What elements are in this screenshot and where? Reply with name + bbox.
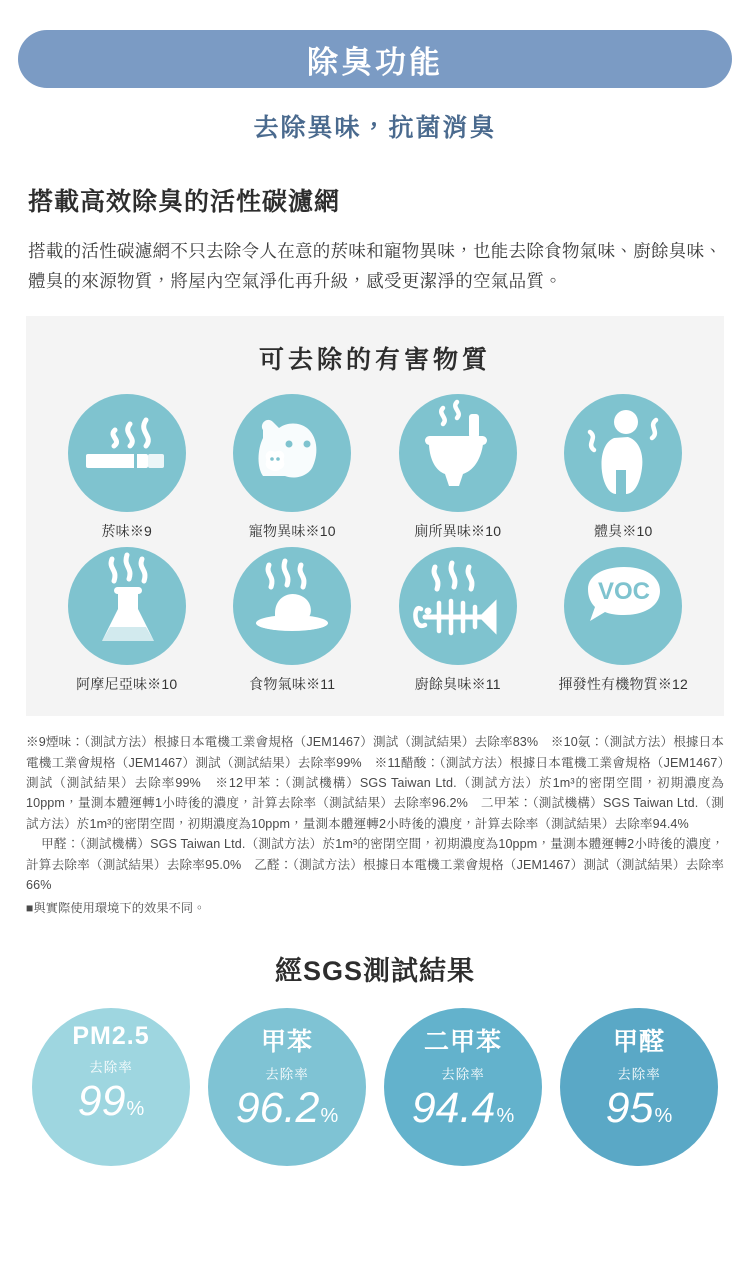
fishbone-icon xyxy=(399,547,517,665)
footnote-line-3: ■與實際使用環境下的效果不同。 xyxy=(26,901,206,916)
list-item-label: 寵物異味※10 xyxy=(248,523,336,540)
sgs-section-title: 經SGS測試結果 xyxy=(274,956,476,987)
sgs-result-unit: % xyxy=(654,1105,673,1128)
flask-icon xyxy=(68,547,186,665)
icon-grid xyxy=(44,394,706,694)
body-odor-icon xyxy=(564,394,682,512)
sgs-result-unit: % xyxy=(320,1105,339,1128)
list-item-label: 菸味※9 xyxy=(101,523,153,540)
section-heading: 搭載高效除臭的活性碳濾網 xyxy=(28,188,341,216)
footnote-line-1: ※9煙味：（測試方法）根據日本電機工業會規格（JEM1467）測試（測試結果）去除率83% ※10氨：（測試方法）根據日本電機工業會規格（JEM1467）測試（測試結果）去除率99% ※11醋酸：（測試方法）根據日本電機工業會規格（JEM1467）測試（測試結果）去除率99% ※12甲苯：（測試機構）SGS Taiwan Ltd.（測試方法）於1m³的密閉空間，初期濃度為10ppm，量測本體運轉1小時後的濃度，計算去除率（測試結果）去除率96.2% 二甲苯：（測試機構）SGS Taiwan Ltd.（測試方法）於1m³的密閉空間，初期濃度為10ppm，量測本體運轉2小時後的濃度，計算去除率（測試結果）去除率94.4% xyxy=(26,735,724,831)
food-icon xyxy=(233,547,351,665)
sgs-result-toluene xyxy=(208,1008,366,1166)
header-banner xyxy=(18,30,732,88)
sgs-result-name: 甲醛 xyxy=(612,1028,665,1057)
list-item xyxy=(375,394,541,541)
list-item xyxy=(210,547,376,694)
sgs-result-value: 95% xyxy=(605,1084,673,1133)
list-item-label: 食物氣味※11 xyxy=(249,676,336,693)
list-item-label: 阿摩尼亞味※10 xyxy=(76,676,178,693)
list-item xyxy=(44,547,210,694)
sgs-result-xylene xyxy=(384,1008,542,1166)
list-item-label: 廚餘臭味※11 xyxy=(414,676,501,693)
sgs-results-row xyxy=(18,1008,732,1166)
list-item xyxy=(541,547,707,694)
sgs-result-sub: 去除率 xyxy=(617,1067,661,1083)
intro-paragraph: 搭載的活性碳濾網不只去除令人在意的菸味和寵物異味，也能去除食物氣味、廚餘臭味、體臭的來源物質，將屋內空氣淨化再升級，感受更潔淨的空氣品質。 xyxy=(28,241,723,292)
sgs-result-name: 甲苯 xyxy=(260,1028,313,1057)
footnotes xyxy=(26,732,724,895)
footnote-line-2: 甲醛：（測試機構）SGS Taiwan Ltd.（測試方法）於1m³的密閉空間，初期濃度為10ppm，量測本體運轉2小時後的濃度，計算去除率（測試結果）去除率95.0% 乙醛：（測試方法）根據日本電機工業會規格（JEM1467）測試（測試結果）去除率66% xyxy=(26,837,724,892)
sgs-result-sub: 去除率 xyxy=(441,1067,485,1083)
pet-icon xyxy=(233,394,351,512)
sgs-result-pm25 xyxy=(32,1008,190,1166)
panel-title: 可去除的有害物質 xyxy=(258,346,491,375)
sgs-result-sub: 去除率 xyxy=(89,1060,133,1076)
sgs-result-name: PM2.5 xyxy=(72,1022,150,1051)
sgs-result-unit: % xyxy=(126,1098,145,1121)
sgs-result-sub: 去除率 xyxy=(265,1067,309,1083)
cigarette-icon xyxy=(68,394,186,512)
page-subtitle: 去除異味，抗菌消臭 xyxy=(253,114,497,142)
sgs-result-formaldehyde xyxy=(560,1008,718,1166)
list-item xyxy=(210,394,376,541)
harmful-substances-panel xyxy=(26,316,724,716)
page-title: 除臭功能 xyxy=(307,44,443,80)
sgs-result-value: 99% xyxy=(77,1077,145,1126)
voc-icon xyxy=(564,547,682,665)
sgs-result-name: 二甲苯 xyxy=(423,1028,502,1057)
list-item xyxy=(541,394,707,541)
list-item-label: 廁所異味※10 xyxy=(414,523,502,540)
list-item-label: 體臭※10 xyxy=(593,523,653,540)
list-item xyxy=(44,394,210,541)
sgs-result-value: 94.4% xyxy=(411,1084,515,1133)
sgs-result-unit: % xyxy=(496,1105,515,1128)
page-root xyxy=(0,30,750,1284)
voc-label: VOC xyxy=(598,578,651,606)
list-item-label: 揮發性有機物質※12 xyxy=(558,676,689,693)
list-item xyxy=(375,547,541,694)
toilet-icon xyxy=(399,394,517,512)
sgs-result-value: 96.2% xyxy=(235,1084,339,1133)
